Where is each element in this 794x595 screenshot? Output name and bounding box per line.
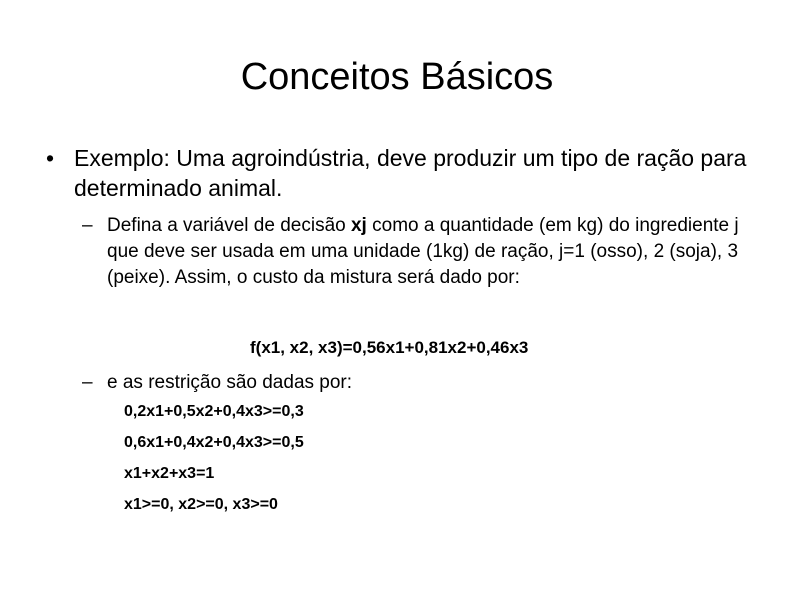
dash-marker: – xyxy=(82,372,93,393)
cost-function: f(x1, x2, x3)=0,56x1+0,81x2+0,46x3 xyxy=(250,338,529,357)
constraint-list xyxy=(124,398,304,522)
dash-marker: – xyxy=(82,215,93,236)
constraint-2: 0,6x1+0,4x2+0,4x3>=0,5 xyxy=(124,434,304,451)
constraint-1: 0,2x1+0,5x2+0,4x3>=0,3 xyxy=(124,403,304,420)
definition-before: Defina a variável de decisão xyxy=(107,215,351,236)
example-text: Exemplo: Uma agroindústria, deve produzir um tipo de ração para determinado animal. xyxy=(74,145,747,201)
definition-variable: xj xyxy=(350,215,367,236)
constraint-3: x1+x2+x3=1 xyxy=(124,465,215,482)
definition-after: como a quantidade (em kg) do ingrediente j que deve ser usada em uma unidade (1kg) de ração, j=1 (osso), 2 (soja), 3 (peixe). Assim, o custo da mistura será dado por: xyxy=(107,215,739,288)
definition-text xyxy=(107,213,757,291)
constraint-4: x1>=0, x2>=0, x3>=0 xyxy=(124,496,278,513)
restrictions-intro: e as restrição são dadas por: xyxy=(107,372,353,393)
slide-title: Conceitos Básicos xyxy=(240,56,554,98)
bullet-marker: • xyxy=(46,145,55,171)
